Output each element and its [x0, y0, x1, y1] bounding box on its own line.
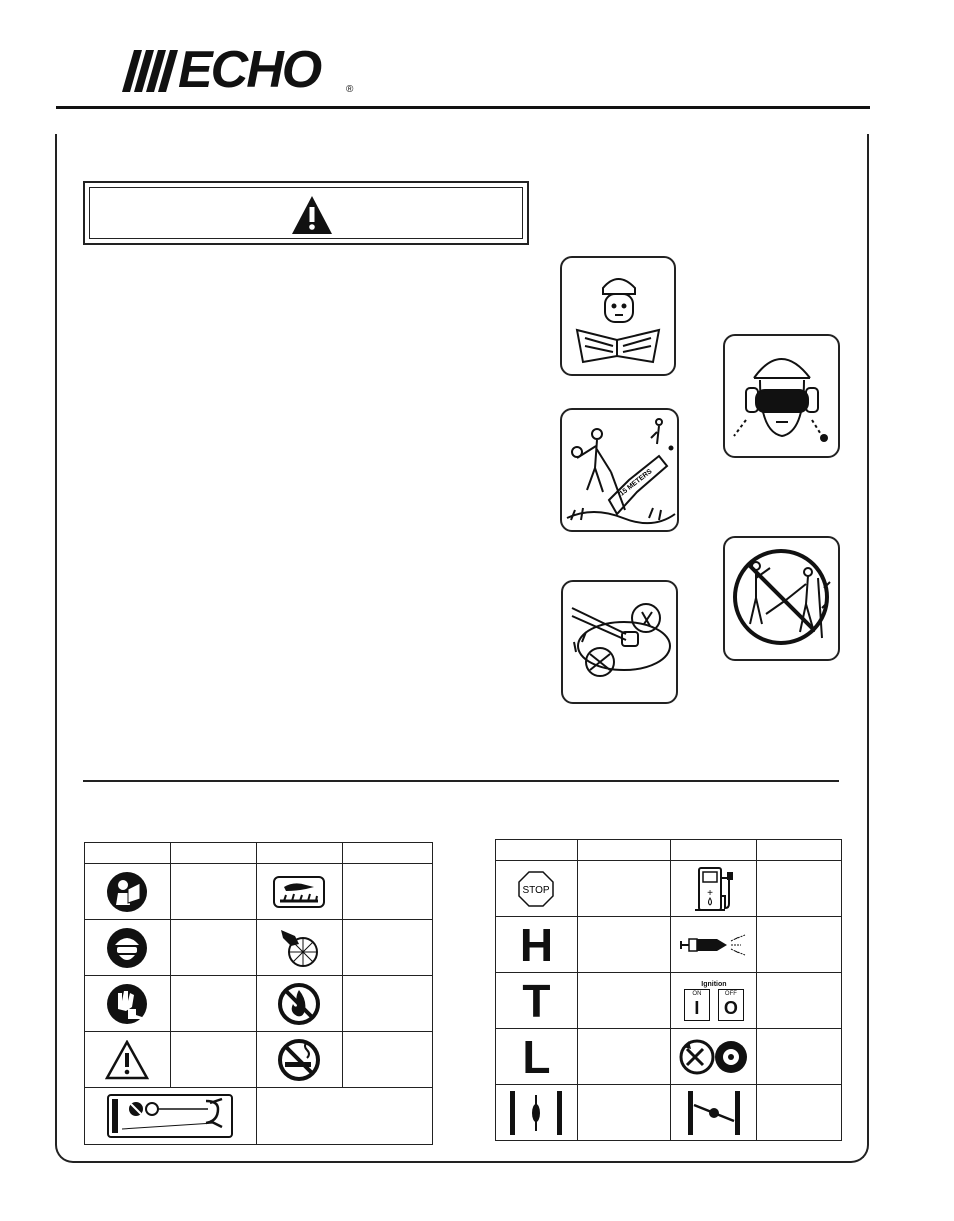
on-symbol: I [694, 998, 700, 1018]
svg-text:+: + [706, 887, 713, 899]
description-cell [757, 917, 842, 973]
description-cell [170, 1032, 256, 1088]
description-cell [757, 973, 842, 1029]
description-cell [342, 920, 432, 976]
choke-open-icon [508, 1089, 564, 1137]
fuel-pump-icon [691, 864, 737, 914]
15-meters-label: 15 METERS [618, 468, 654, 498]
symbol-cell [256, 920, 342, 976]
thrown-objects-icon [564, 582, 675, 700]
read-manual-icon [106, 871, 148, 913]
description-cell [170, 864, 256, 920]
symbol-cell-wide [85, 1088, 257, 1145]
on-switch [684, 989, 710, 1021]
description-cell-wide [256, 1088, 432, 1145]
caution-triangle-icon [105, 1040, 149, 1080]
off-symbol: O [723, 998, 738, 1018]
description-cell [170, 920, 256, 976]
person-reading-manual-icon [563, 258, 673, 372]
symbols-table-left [84, 842, 433, 1145]
table-row-wide [85, 1088, 433, 1145]
warning-triangle-icon [290, 194, 334, 236]
symbol-cell [496, 1029, 578, 1085]
table-row [496, 861, 842, 917]
off-switch [718, 989, 744, 1021]
symbol-cell [671, 917, 757, 973]
table-header-row [85, 843, 433, 864]
keep-distance-icon [563, 410, 676, 528]
description-cell [577, 1085, 671, 1141]
symbol-cell [256, 864, 342, 920]
primer-bulb-icon [679, 933, 749, 957]
symbols-table-right [495, 839, 842, 1141]
ignition-switch-icon [674, 980, 754, 1021]
goggles-earmuffs-icon [726, 336, 837, 454]
symbol-cell [496, 861, 578, 917]
choke-closed-icon [686, 1089, 742, 1137]
no-smoking-icon [277, 1038, 321, 1082]
header-rule [56, 106, 870, 109]
symbol-cell [85, 920, 171, 976]
symbol-cell [671, 973, 757, 1029]
header-cell [256, 843, 342, 864]
15-meters-distance-illustration [560, 408, 679, 532]
symbol-cell [256, 976, 342, 1032]
symbol-cell [85, 1032, 171, 1088]
symbol-cell [85, 976, 171, 1032]
ignition-label: Ignition [701, 981, 727, 988]
symbol-cell [671, 861, 757, 917]
header-cell [671, 840, 757, 861]
rotating-blade-hand-icon [277, 926, 321, 970]
no-fire-icon [277, 982, 321, 1026]
gloves-boots-icon [106, 983, 148, 1025]
no-bystanders-illustration [723, 536, 840, 661]
table-row [496, 1085, 842, 1141]
symbol-cell [496, 917, 578, 973]
hot-surface-icon [272, 875, 326, 909]
read-manual-illustration [560, 256, 676, 376]
header-cell [170, 843, 256, 864]
description-cell [757, 1085, 842, 1141]
description-cell [577, 1029, 671, 1085]
table-header-row [496, 840, 842, 861]
section-divider [83, 780, 839, 782]
symbol-cell [671, 1085, 757, 1141]
header-cell [757, 840, 842, 861]
warning-box [83, 181, 529, 245]
echo-logo [120, 41, 360, 99]
description-cell [577, 917, 671, 973]
symbol-cell [496, 1085, 578, 1141]
description-cell [342, 976, 432, 1032]
no-bystanders-icon [726, 538, 837, 657]
header-cell [85, 843, 171, 864]
symbol-cell [496, 973, 578, 1029]
description-cell [757, 861, 842, 917]
table-row [85, 976, 433, 1032]
table-row [496, 1029, 842, 1085]
table-row [496, 917, 842, 973]
description-cell [757, 1029, 842, 1085]
symbol-cell [85, 864, 171, 920]
table-row [85, 864, 433, 920]
table-row [85, 920, 433, 976]
blade-rotation-icon [679, 1037, 749, 1077]
header-cell [342, 843, 432, 864]
description-cell [170, 976, 256, 1032]
description-cell [577, 861, 671, 917]
keep-bystanders-15m-icon [106, 1093, 234, 1139]
registered-mark: ® [346, 84, 354, 95]
symbol-cell [256, 1032, 342, 1088]
logo-wordmark: ECHO [178, 41, 321, 99]
symbol-cell [671, 1029, 757, 1085]
table-row [496, 973, 842, 1029]
idle-adjust-icon: T [522, 974, 551, 1027]
description-cell [342, 864, 432, 920]
table-row [85, 1032, 433, 1088]
header-cell [577, 840, 671, 861]
stop-icon [517, 870, 555, 908]
warning-box-inner [89, 187, 523, 239]
on-label: ON [692, 991, 702, 997]
header-cell [496, 840, 578, 861]
head-eye-ear-protection-icon [106, 927, 148, 969]
high-speed-adjust-icon: H [519, 918, 554, 971]
thrown-objects-illustration [561, 580, 678, 704]
description-cell [577, 973, 671, 1029]
eye-ear-protection-illustration [723, 334, 840, 458]
description-cell [342, 1032, 432, 1088]
off-label: OFF [724, 991, 737, 997]
stop-label: STOP [522, 884, 550, 896]
low-speed-adjust-icon: L [522, 1030, 551, 1083]
